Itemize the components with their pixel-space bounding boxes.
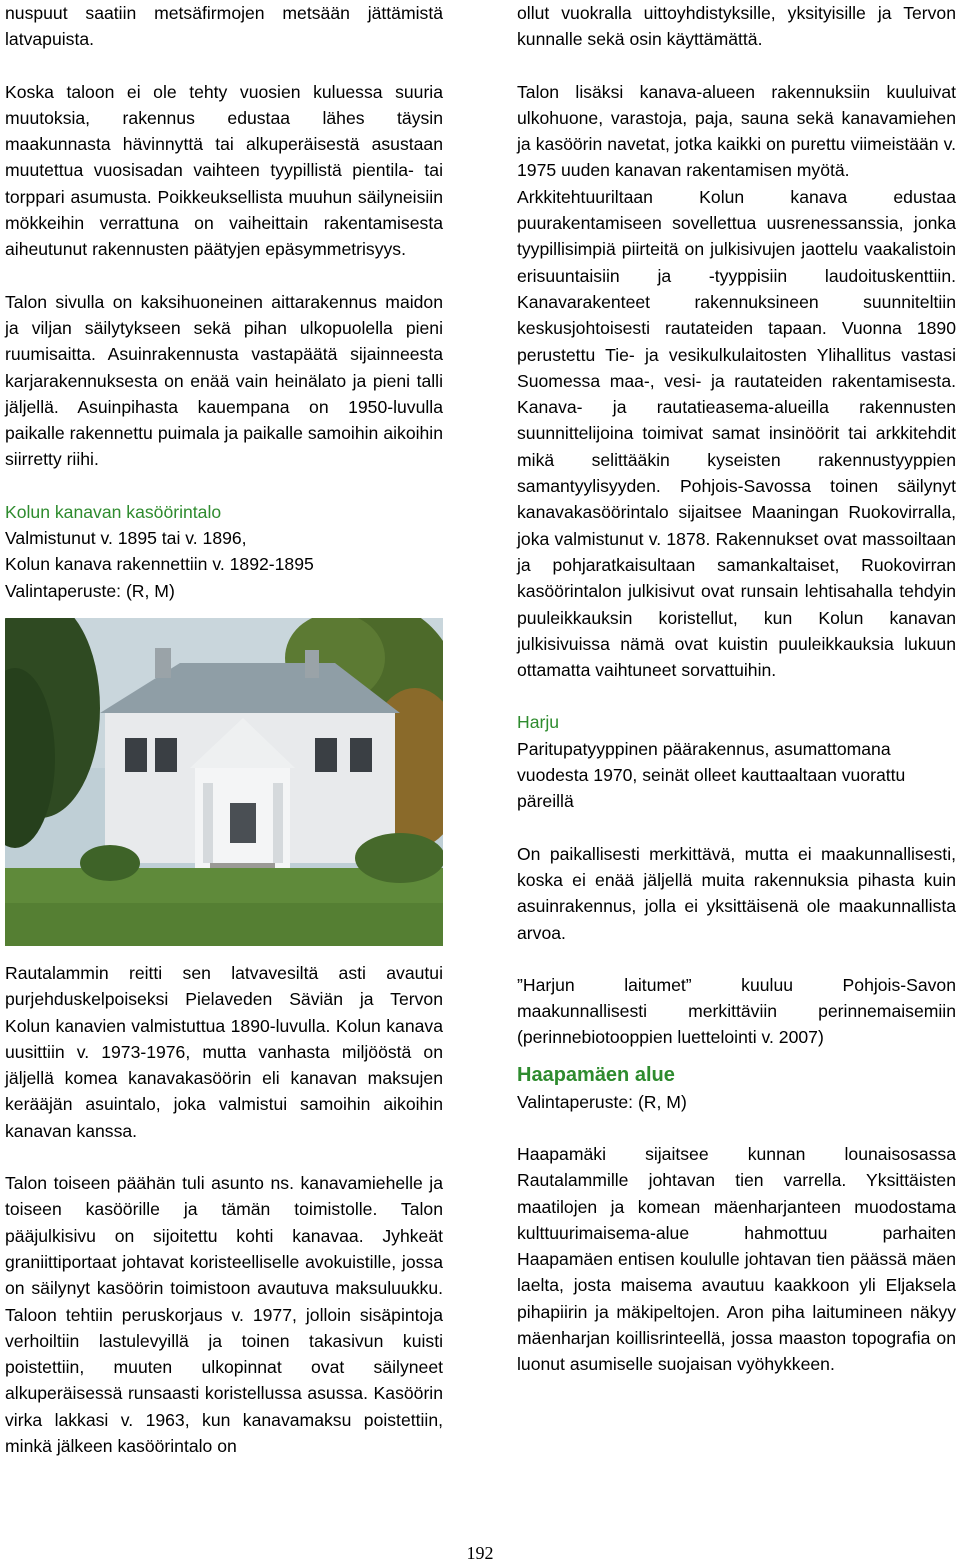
harju-description: Paritupatyyppinen päärakennus, asumattomana vuodesta 1970, seinät olleet kauttaaltaan vuorattu päreillä bbox=[517, 738, 906, 812]
kasoori-house-photo bbox=[5, 618, 443, 946]
haapamaki-heading: Haapamäen alue bbox=[517, 1063, 675, 1086]
right-paragraph-3: On paikallisesti merkittävä, mutta ei maakunnallisesti, koska ei enää jäljellä muita rakennuksia pihasta kuin asuinrakennus, jolla ei yksittäisenä ole maakunnallista arvoa. bbox=[517, 843, 956, 943]
right-paragraph-4: ”Harjun laitumet” kuuluu Pohjois-Savon maakunnallisesti merkittäviin perinnemaisemiin (perinnebiotooppien luettelointi v. 2007) bbox=[517, 974, 956, 1048]
left-paragraph-4: Talon toiseen päähän tuli asunto ns. kanavamiehelle ja toiseen kasöörille ja tämän toimistolle. Talon pääjulkisivu on sijoitettu kohti kanavaa. Jyhkeät graniittiportaat johtavat koristeelliselle avokuistille, jossa on säilynyt kasöörin toimistoon avautuva maksuluukku. Taloon tehtiin peruskorjaus v. 1977, jolloin sisäpintoja verhoiltiin lastulevyillä ja toinen takasivun kuisti poistettiin, muuten ulkopinnat ovat säilyneet alkuperäisessä runsaasti koristellussa asussa. Kasöörin virka lakkasi v. 1963, kun kanavamaksu poistettiin, minkä jälkeen kasöörintalo on bbox=[5, 1173, 443, 1456]
kasoori-canal-built: Kolun kanava rakennettiin v. 1892-1895 bbox=[5, 554, 314, 575]
left-paragraph-3: Rautalammin reitti sen latvavesiltä asti avautui purjehduskelpoiseksi Pielaveden Säviän ja Tervon Kolun kanavien valmistuttua 1890-luvulla. Kolun kanava uusittiin v. 1973-1976, mutta vanhasta miljööstä on jäljellä komea kanavakasöörin eli kanavan maksujen kerääjän asuintalo, joka valmistui samoihin aikoihin kanavan kanssa. bbox=[5, 962, 443, 1141]
left-paragraph-0: nuspuut saatiin metsäfirmojen metsään jättämistä latvapuista. bbox=[5, 3, 443, 50]
right-column bbox=[517, 0, 956, 1378]
kasoori-criteria: Valintaperuste: (R, M) bbox=[5, 580, 175, 601]
right-paragraph-1: Talon lisäksi kanava-alueen rakennuksiin kuuluivat ulkohuone, varastoja, paja, sauna sekä kanavamiehen ja kasöörin navetat, jotka kaikki on purettu viimeistään v. 1975 uuden kanavan rakentamisen myötä. bbox=[517, 81, 956, 181]
left-paragraph-2: Talon sivulla on kaksihuoneinen aittarakennus maidon ja viljan säilytykseen sekä pihan ulkopuolella pieni ruumisaitta. Asuinrakennusta vastapäätä sijainneesta karjarakennuksesta on enää vain heinälato ja pieni talli jäljellä. Asuinpihasta kauempana on 1950-luvulla paikalle rakennettu puimala ja paikalle samoihin aikoihin siirretty riihi. bbox=[5, 291, 443, 470]
harju-heading: Harju bbox=[517, 712, 560, 733]
kasoori-completed: Valmistunut v. 1895 tai v. 1896, bbox=[5, 528, 247, 549]
right-paragraph-2: Arkkitehtuuriltaan Kolun kanava edustaa puurakentamiseen sovellettua uusrenessanssia, jonka tyypillisimpiä piirteitä on julkisivujen jaottelu vaakalistoin erisuuntaisiin ja -tyyppisiin laudoituskenttiin. Kanavarakenteet rakennuksineen suunniteltiin keskusjohtoisesti rautateiden tapaan. Vuonna 1890 perustettu Tie- ja vesikulkulaitosten Ylihallitus vastasi Suomessa maa-, vesi- ja rautateiden rakentamisesta. Kanava- ja rautatieasema-alueilla rakennusten suunnittelijoina toimivat samat insinöörit tai arkkitehdit mikä selittääkin kyseisten rakennustyyppien samantyylisyyden. Pohjois-Savossa toinen säilynyt kanavakasöörintalo sijaitsee Maaningan Ruokovirralla, joka valmistunut v. 1878. Rakennukset ovat massoiltaan ja pohjaratkaisultaan samankaltaiset, Ruokovirran kasöörintalon julkisivut ovat runsain lehtisahalla tehdyin puuleikkauksin koristellut, kun Kolun kanavan julkisivuissa nämä ovat kuistin puuleikkauksia lukuun ottamatta vaihtuneet sorvattuihin. bbox=[517, 186, 956, 681]
kasoori-heading: Kolun kanavan kasöörintalo bbox=[5, 501, 222, 522]
left-paragraph-1: Koska taloon ei ole tehty vuosien kuluessa suuria muutoksia, rakennus edustaa lähes täysin maakunnasta hävinnyttä tai alkuperäisestä asustaan muutettua vuosisadan vaihteen tyypillistä pientila- tai torppari asumusta. Poikkeuksellista muuhun säilyneisiin mökkeihin verrattuna on vaiheittain rakentamisesta aiheutunut rakennusten päätyjen epäsymmetrisyys. bbox=[5, 81, 443, 260]
right-paragraph-0: ollut vuokralla uittoyhdistyksille, yksityisille ja Tervon kunnalle sekä osin käyttämättä. bbox=[517, 3, 956, 50]
left-column bbox=[5, 0, 443, 1459]
haapamaki-criteria: Valintaperuste: (R, M) bbox=[517, 1091, 687, 1112]
page-number: 192 bbox=[466, 1543, 494, 1563]
right-paragraph-5: Haapamäki sijaitsee kunnan lounaisosassa Rautalammille johtavan tien varrella. Yksittäisten maatilojen ja komean mäenharjanteen muodostama kulttuurimaisema-alue hahmottuu parhaiten Haapamäen entisen koululle johtavan tien päässä mäen laelta, josta maisema avautuu kaakkoon yli Eljaksela pihapiirin ja mäkipeltojen. Aron piha laitumineen näkyy mäenharjan koillisrinteellä, jossa maaston topografia on luonut asumiselle suojaisan vyöhykkeen. bbox=[517, 1143, 956, 1375]
